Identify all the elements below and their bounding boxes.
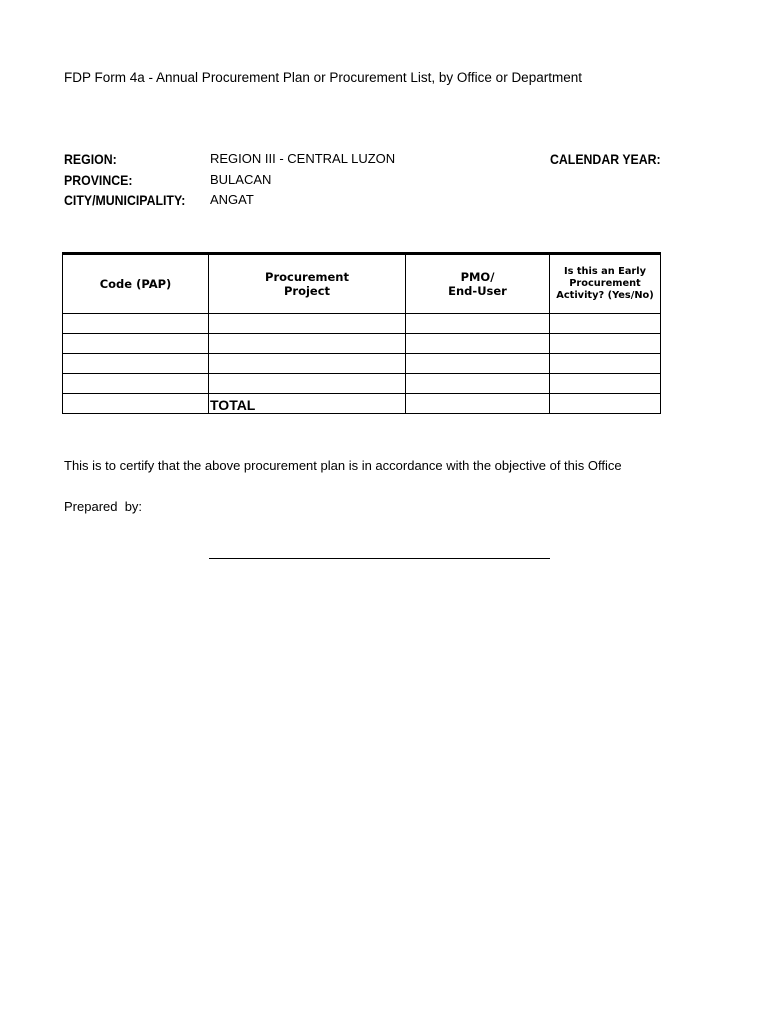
total-label: TOTAL — [209, 394, 406, 414]
table-header-row — [63, 254, 661, 314]
total-row-blank-cell[interactable] — [63, 394, 209, 414]
column-header-project: Procurement Project — [209, 254, 406, 314]
procurement-table — [62, 252, 661, 414]
table-cell[interactable] — [550, 354, 661, 374]
table-cell[interactable] — [550, 334, 661, 354]
region-label: REGION: — [64, 151, 117, 167]
signature-line — [209, 558, 550, 559]
table-cell[interactable] — [406, 354, 550, 374]
province-value: BULACAN — [210, 172, 272, 187]
form-title: FDP Form 4a - Annual Procurement Plan or Procurement List, by Office or Department — [64, 70, 582, 85]
table-cell[interactable] — [63, 314, 209, 334]
column-header-early-procurement: Is this an Early Procurement Activity? (Yes/No) — [550, 254, 661, 314]
province-label: PROVINCE: — [64, 172, 133, 188]
table-cell[interactable] — [209, 374, 406, 394]
table-row — [63, 374, 661, 394]
table-cell[interactable] — [63, 354, 209, 374]
table-row — [63, 334, 661, 354]
table-cell[interactable] — [550, 374, 661, 394]
column-header-code: Code (PAP) — [63, 254, 209, 314]
column-header-pmo: PMO/ End-User — [406, 254, 550, 314]
city-value: ANGAT — [210, 192, 254, 207]
table-cell[interactable] — [209, 354, 406, 374]
table-cell[interactable] — [209, 314, 406, 334]
table-cell[interactable] — [550, 314, 661, 334]
table-cell[interactable] — [406, 374, 550, 394]
region-value: REGION III - CENTRAL LUZON — [210, 151, 396, 166]
total-early-cell[interactable] — [550, 394, 661, 414]
table-row — [63, 354, 661, 374]
total-row — [63, 394, 661, 414]
prepared-by-label: Prepared by: — [64, 499, 143, 514]
table-row — [63, 314, 661, 334]
table-cell[interactable] — [406, 314, 550, 334]
table-cell[interactable] — [209, 334, 406, 354]
certification-text: This is to certify that the above procurement plan is in accordance with the objective of this Office — [64, 458, 622, 473]
table-cell[interactable] — [406, 334, 550, 354]
table-cell[interactable] — [63, 374, 209, 394]
total-pmo-cell[interactable] — [406, 394, 550, 414]
calendar-year-label: CALENDAR YEAR: — [550, 151, 661, 167]
table-cell[interactable] — [63, 334, 209, 354]
city-label: CITY/MUNICIPALITY: — [64, 192, 186, 208]
